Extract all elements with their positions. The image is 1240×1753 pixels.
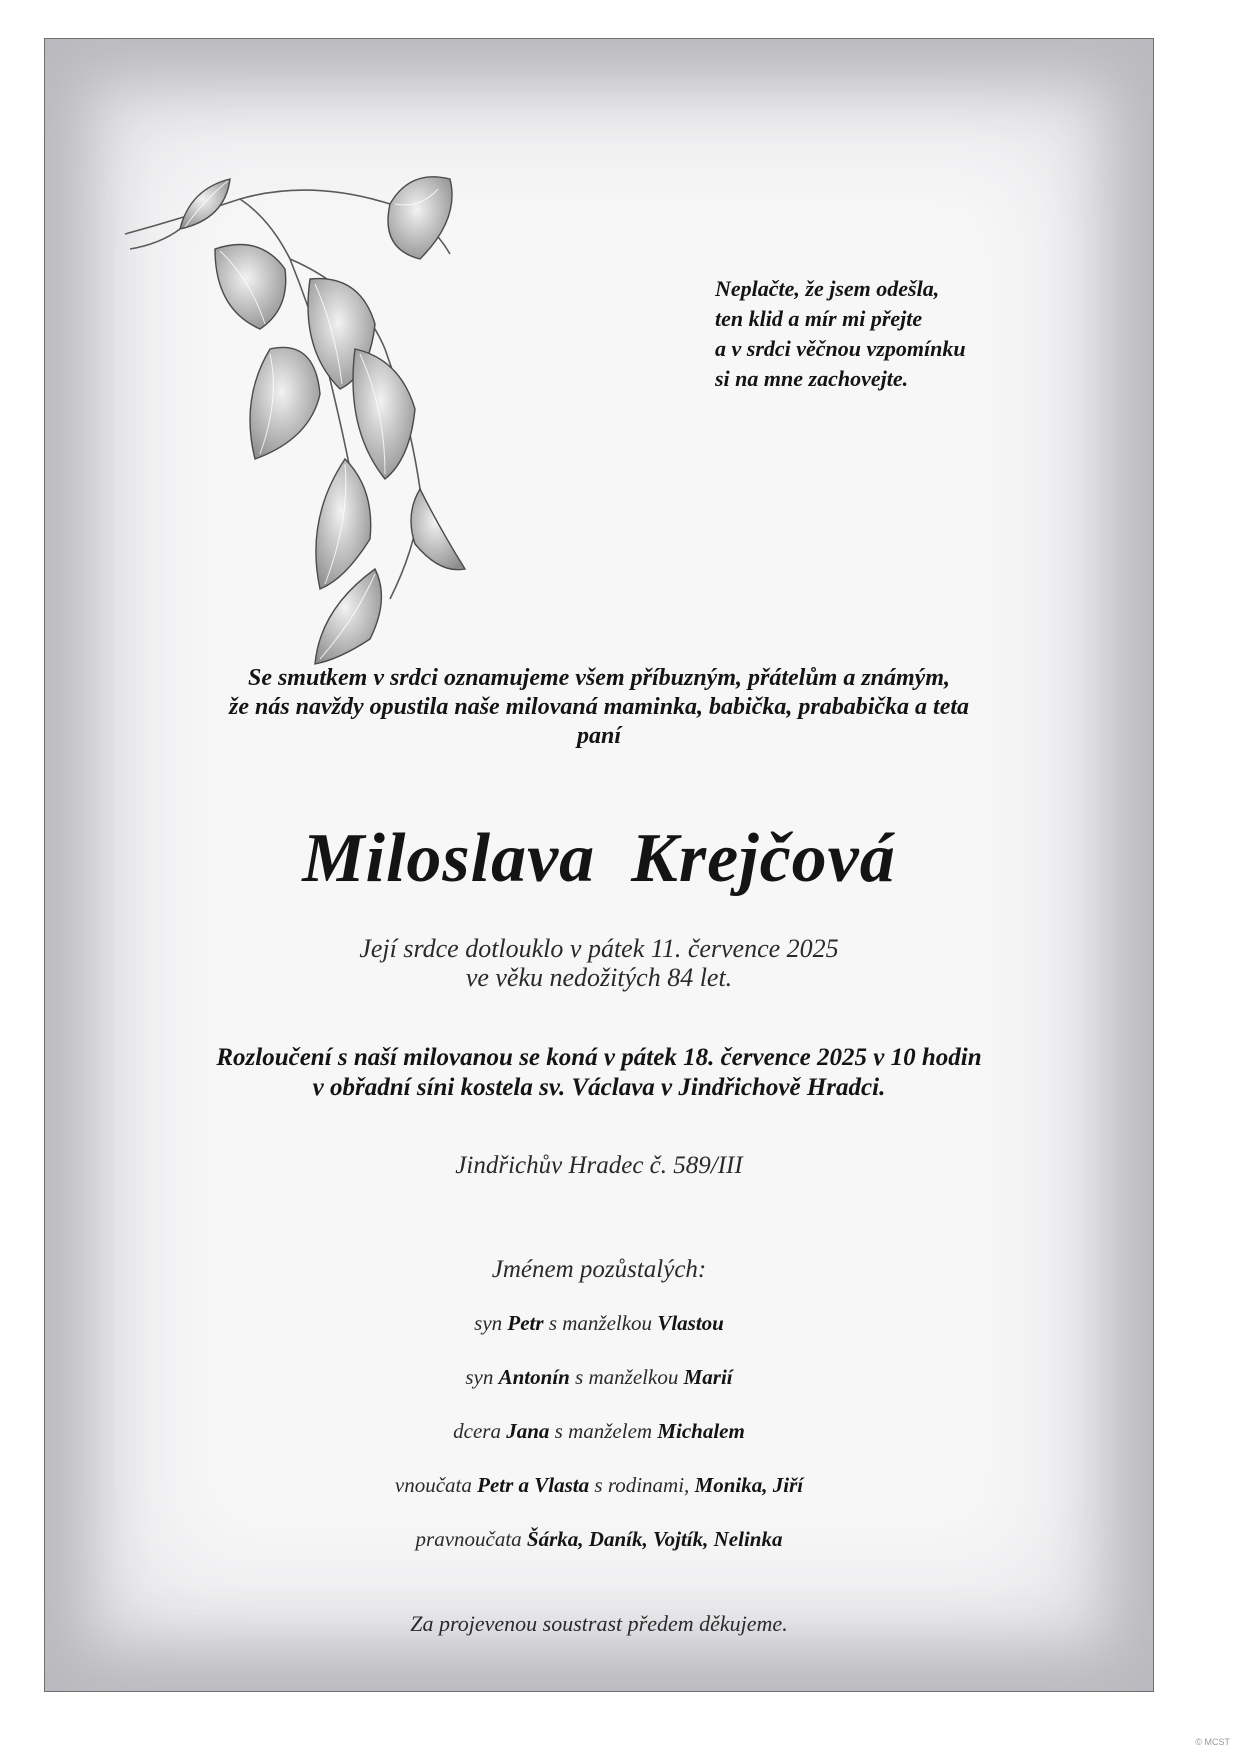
survivor-partner: Michalem — [657, 1419, 745, 1443]
survivor-name: Antonín — [498, 1365, 570, 1389]
announcement-line: paní — [576, 723, 621, 749]
address: Jindřichův Hradec č. 589/III — [455, 1152, 743, 1179]
survivor-row — [45, 1419, 1153, 1444]
survivor-relation: syn — [465, 1365, 494, 1389]
poem-line: si na mne zachovejte. — [715, 366, 909, 391]
death-info — [45, 934, 1153, 992]
thanks: Za projevenou soustrast předem děkujeme. — [410, 1611, 788, 1636]
poem-line: Neplačte, že jsem odešla, — [715, 276, 940, 301]
deceased-last-name: Krejčová — [631, 820, 896, 897]
poem — [715, 274, 1075, 394]
survivor-row — [45, 1311, 1153, 1336]
death-line: Její srdce dotlouklo v pátek 11. července 2025 — [359, 934, 839, 963]
survivor-partner: Monika, Jiří — [694, 1473, 804, 1497]
poem-line: a v srdci věčnou vzpomínku — [715, 336, 966, 361]
survivor-partner: Vlastou — [657, 1311, 724, 1335]
farewell-line: v obřadní síni kostela sv. Václava v Jindřichově Hradci. — [312, 1074, 886, 1101]
survivor-relation: vnoučata — [394, 1473, 472, 1497]
announcement — [45, 664, 1153, 751]
farewell-info — [45, 1043, 1153, 1103]
survivor-name: Jana — [506, 1419, 550, 1443]
survivor-row — [45, 1473, 1153, 1498]
farewell-line: Rozloučení s naší milovanou se koná v pátek 18. července 2025 v 10 hodin — [216, 1044, 982, 1071]
announcement-line: Se smutkem v srdci oznamujeme všem příbuzným, přátelům a známým, — [247, 665, 951, 691]
announcement-line: že nás navždy opustila naše milovaná maminka, babička, prababička a teta — [228, 694, 970, 720]
death-line: ve věku nedožitých 84 let. — [465, 963, 733, 992]
survivor-name: Petr — [507, 1311, 544, 1335]
poem-line: ten klid a mír mi přejte — [715, 306, 923, 331]
birch-leaves-icon — [120, 159, 520, 669]
deceased-name — [45, 819, 1153, 899]
obituary-frame — [44, 38, 1154, 1692]
deceased-first-name: Miloslava — [302, 820, 596, 897]
survivor-row — [45, 1527, 1153, 1552]
survivor-connector: s manželem — [554, 1419, 653, 1443]
survivor-row — [45, 1365, 1153, 1390]
survivor-name: Petr a Vlasta — [477, 1473, 590, 1497]
survivor-relation: dcera — [453, 1419, 501, 1443]
survivors-title: Jménem pozůstalých: — [491, 1256, 707, 1283]
survivor-partner: Marií — [683, 1365, 733, 1389]
survivor-connector: s rodinami, — [594, 1473, 690, 1497]
survivor-relation: syn — [474, 1311, 503, 1335]
survivor-connector: s manželkou — [575, 1365, 679, 1389]
survivor-connector: s manželkou — [548, 1311, 653, 1335]
survivor-relation: pravnoučata — [415, 1527, 522, 1551]
footer-mark: © MCST — [1195, 1737, 1230, 1747]
survivor-name: Šárka, Daník, Vojtík, Nelinka — [526, 1527, 783, 1551]
